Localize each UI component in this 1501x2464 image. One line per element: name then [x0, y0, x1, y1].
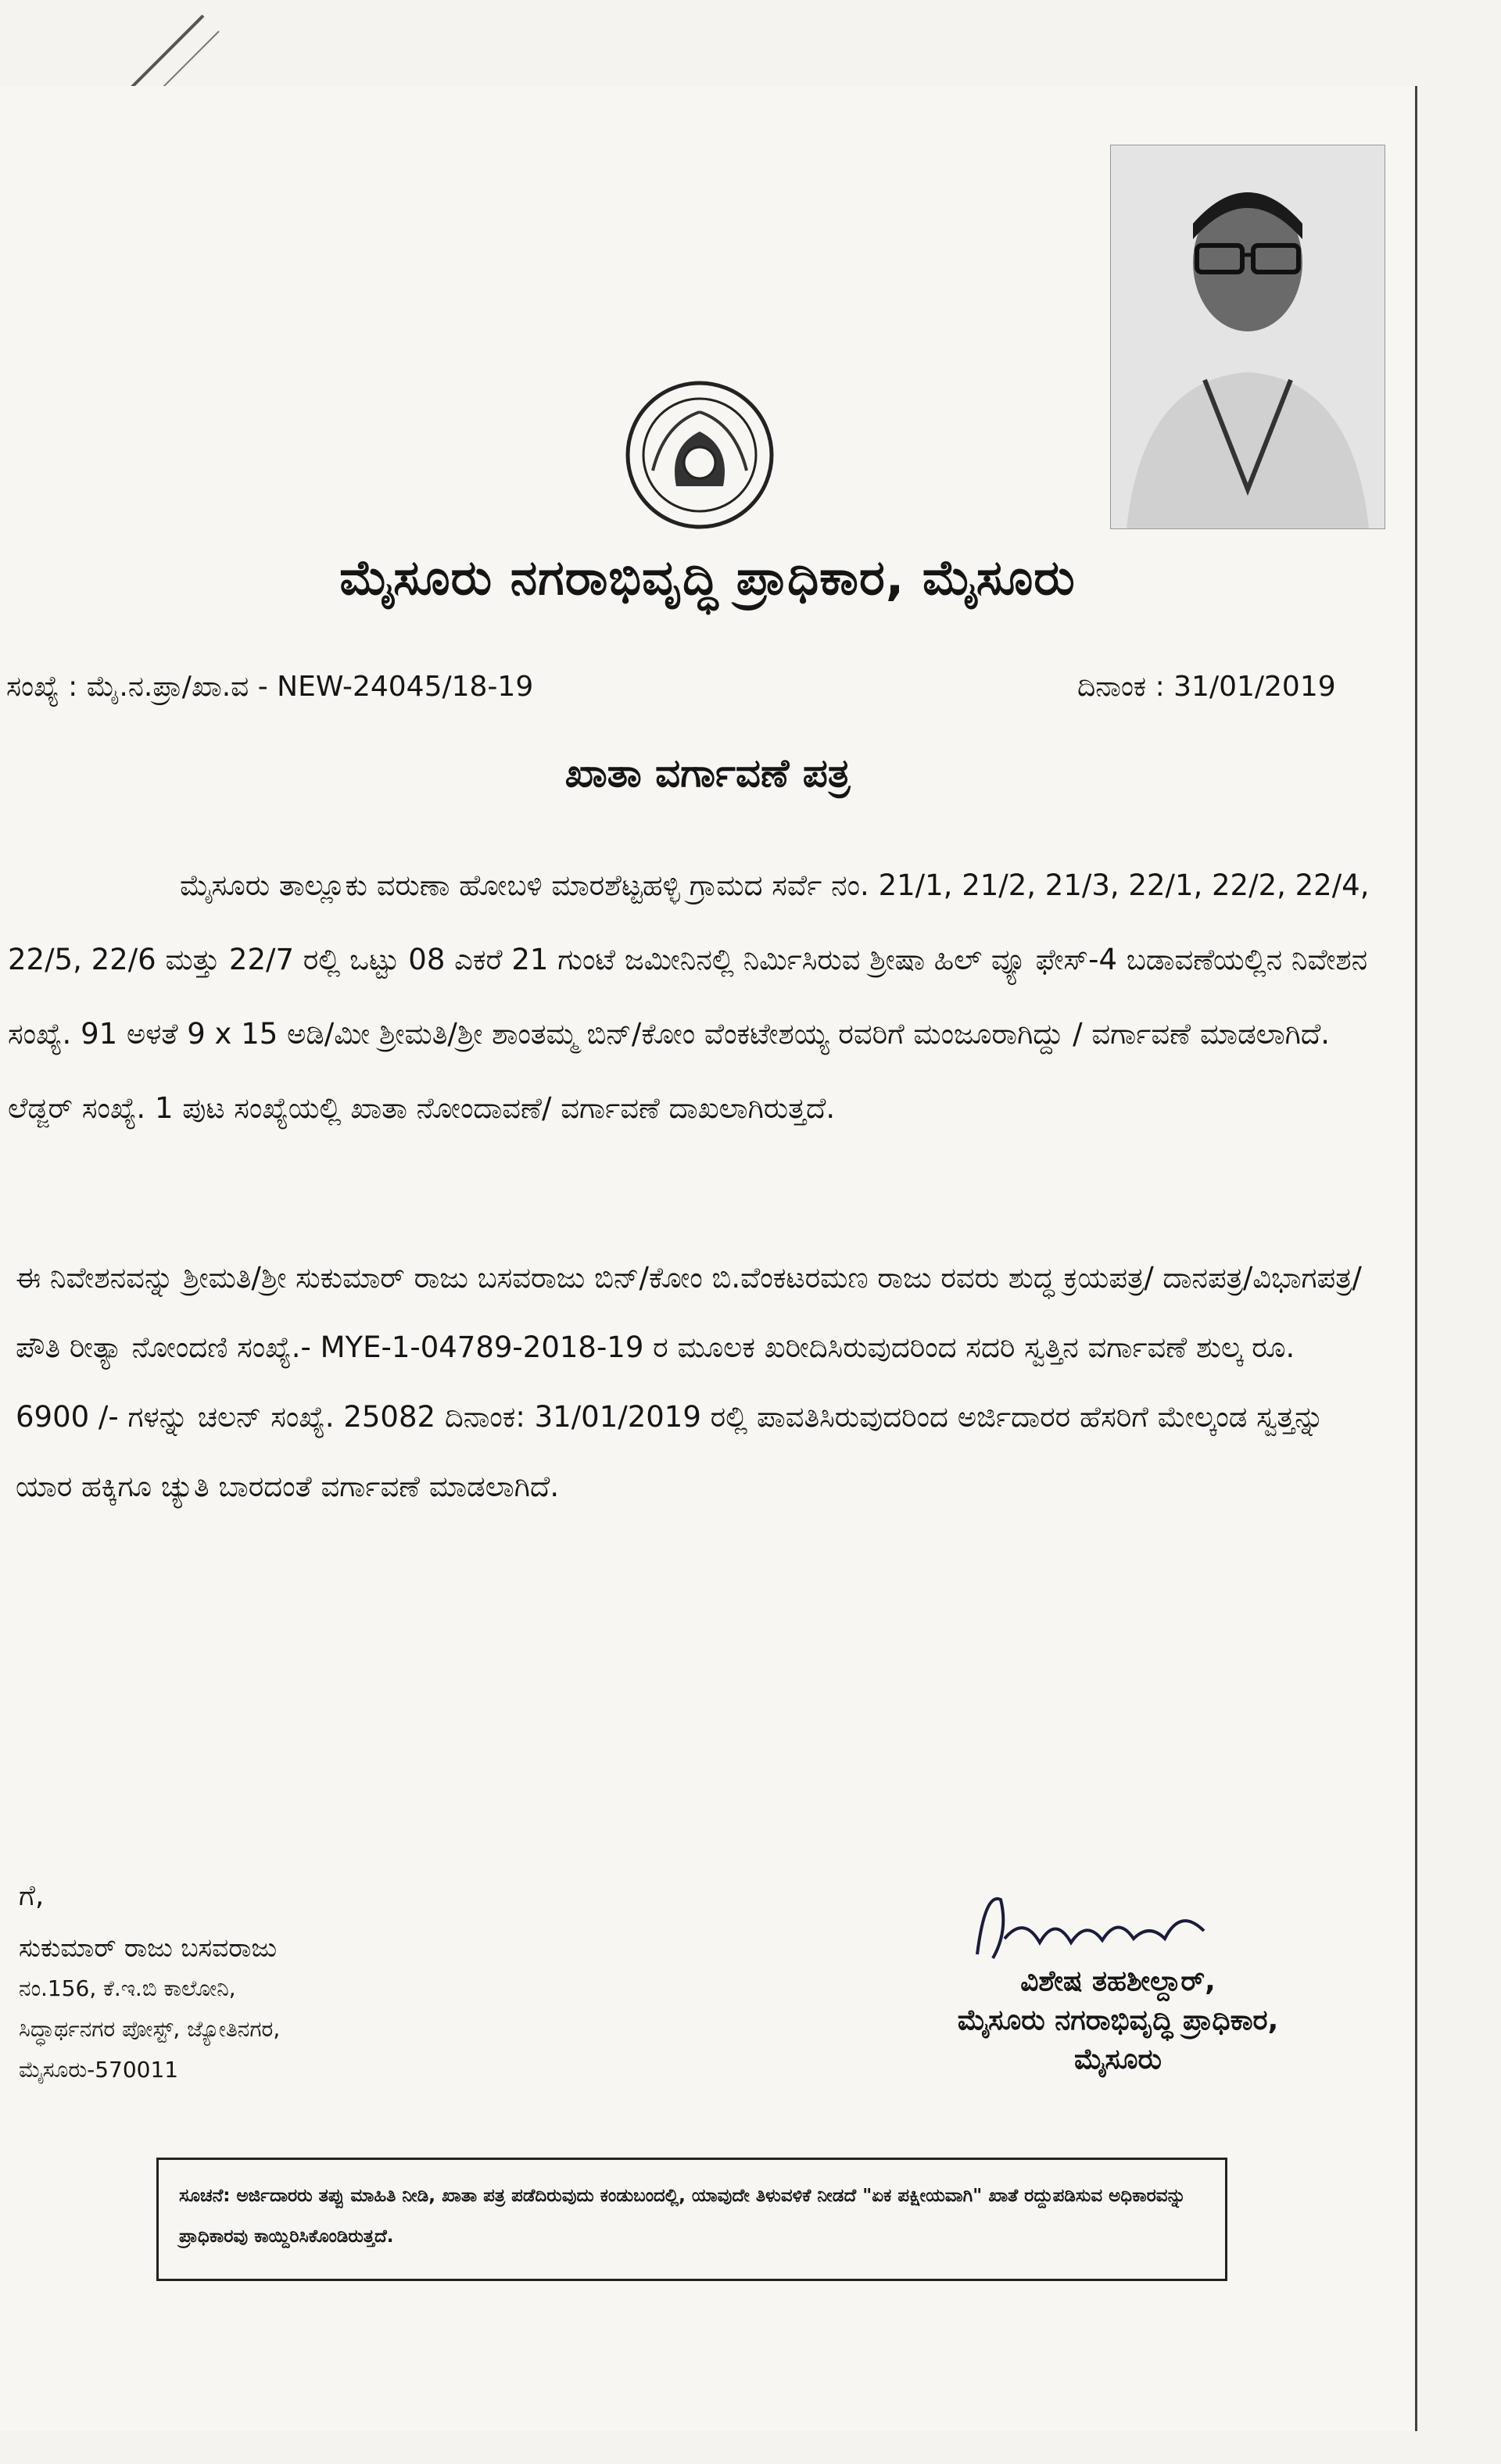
mysore-development-authority-emblem [622, 377, 778, 533]
notice-box: ಸೂಚನೆ: ಅರ್ಜಿದಾರರು ತಪ್ಪು ಮಾಹಿತಿ ನೀಡಿ, ಖಾತಾ ಪತ್ರ ಪಡೆದಿರುವುದು ಕಂಡುಬಂದಲ್ಲಿ, ಯಾವುದೇ ತಿಳುವಳಿಕೆ ನೀಡದೆ "ಏಕ ಪಕ್ಷೀಯವಾಗಿ" ಖಾತೆ ರದ್ದುಪಡಿಸುವ ಅಧಿಕಾರವನ್ನು ಪ್ರಾಧಿಕಾರವು ಕಾಯ್ದಿರಿಸಿಕೊಂಡಿರುತ್ತದೆ. [156, 2158, 1227, 2281]
recipient-name: ಸುಕುಮಾರ್ ರಾಜು ಬಸವರಾಜು [19, 1932, 278, 1963]
organization-title: ಮೈಸೂರು ನಗರಾಭಿವೃದ್ಧಿ ಪ್ರಾಧಿಕಾರ, ಮೈಸೂರು [339, 549, 1076, 606]
body-paragraph-1: ಮೈಸೂರು ತಾಲ್ಲೂಕು ವರುಣಾ ಹೋಬಳಿ ಮಾರಶೆಟ್ಟಹಳ್ಳಿ ಗ್ರಾಮದ ಸರ್ವೆ ನಂ. 21/1, 21/2, 21/3, 22/1, 22/2, 22/4, 22/5, 22/6 ಮತ್ತು 22/7 ರಲ್ಲಿ ಒಟ್ಟು 08 ಎಕರೆ 21 ಗುಂಟೆ ಜಮೀನಿನಲ್ಲಿ ನಿರ್ಮಿಸಿರುವ ಶ್ರೀಷಾ ಹಿಲ್ ವ್ಯೂ ಫೇಸ್-4 ಬಡಾವಣೆಯಲ್ಲಿನ ನಿವೇಶನ ಸಂಖ್ಯೆ. 91 ಅಳತೆ 9 x 15 ಅಡಿ/ಮೀ ಶ್ರೀಮತಿ/ಶ್ರೀ ಶಾಂತಮ್ಮ ಬಿನ್/ಕೋಂ ವೆಂಕಟೇಶಯ್ಯ ರವರಿಗೆ ಮಂಜೂರಾಗಿದ್ದು / ವರ್ಗಾವಣೆ ಮಾಡಲಾಗಿದೆ. ಲೆಡ್ಜರ್ ಸಂಖ್ಯೆ. 1 ಪುಟ ಸಂಖ್ಯೆಯಲ್ಲಿ ಖಾತಾ ನೋಂದಾವಣೆ/ ವರ್ಗಾವಣೆ ದಾಖಲಾಗಿರುತ್ತದೆ. [8, 868, 1370, 1125]
signatory-title: ವಿಶೇಷ ತಹಶೀಲ್ದಾರ್, [1020, 1965, 1216, 1997]
recipient-address [19, 1876, 280, 2090]
address-line-3: ಮೈಸೂರು-570011 [19, 2057, 179, 2083]
reference-number: ಸಂಖ್ಯೆ : ಮೈ.ನ.ಪ್ರಾ/ಖಾ.ವ - NEW-24045/18-19 [6, 671, 534, 703]
address-line-2: ಸಿದ್ಧಾರ್ಥನಗರ ಪೋಸ್ಟ್, ಜ್ಯೋತಿನಗರ, [19, 2016, 281, 2042]
body-paragraph-2: ಈ ನಿವೇಶನವನ್ನು ಶ್ರೀಮತಿ/ಶ್ರೀ ಸುಕುಮಾರ್ ರಾಜು ಬಸವರಾಜು ಬಿನ್/ಕೋಂ ಬಿ.ವೆಂಕಟರಮಣ ರಾಜು ರವರು ಶುದ್ಧ ಕ್ರಯಪತ್ರ/ ದಾನಪತ್ರ/ವಿಭಾಗಪತ್ರ/ಪೌತಿ ರೀತ್ಯಾ ನೋಂದಣಿ ಸಂಖ್ಯೆ.- MYE-1-04789-2018-19 ರ ಮೂಲಕ ಖರೀದಿಸಿರುವುದರಿಂದ ಸದರಿ ಸ್ವತ್ತಿನ ವರ್ಗಾವಣೆ ಶುಲ್ಕ ರೂ. 6900 /- ಗಳನ್ನು ಚಲನ್ ಸಂಖ್ಯೆ. 25082 ದಿನಾಂಕ: 31/01/2019 ರಲ್ಲಿ ಪಾವತಿಸಿರುವುದರಿಂದ ಅರ್ಜಿದಾರರ ಹೆಸರಿಗೆ ಮೇಲ್ಕಂಡ ಸ್ವತ್ತನ್ನು ಯಾರ ಹಕ್ಕಿಗೂ ಚ್ಯುತಿ ಬಾರದಂತೆ ವರ್ಗಾವಣೆ ಮಾಡಲಾಗಿದೆ. [16, 1261, 1362, 1503]
salutation: ಗೆ, [19, 1880, 45, 1912]
signatory-block [868, 1962, 1368, 2079]
issue-date: ದಿನಾಂಕ : 31/01/2019 [1077, 671, 1336, 703]
document-title: ಖಾತಾ ವರ್ಗಾವಣೆ ಪತ್ರ [564, 750, 851, 796]
signatory-city: ಮೈಸೂರು [1074, 2043, 1162, 2075]
signatory-org: ಮೈಸೂರು ನಗರಾಭಿವೃದ್ಧಿ ಪ್ರಾಧಿಕಾರ, [957, 2004, 1279, 2036]
applicant-photo [1110, 145, 1385, 529]
handwritten-signature [969, 1884, 1220, 1970]
address-line-1: ನಂ.156, ಕೆ.ಇ.ಬಿ ಕಾಲೋನಿ, [19, 1975, 236, 2001]
